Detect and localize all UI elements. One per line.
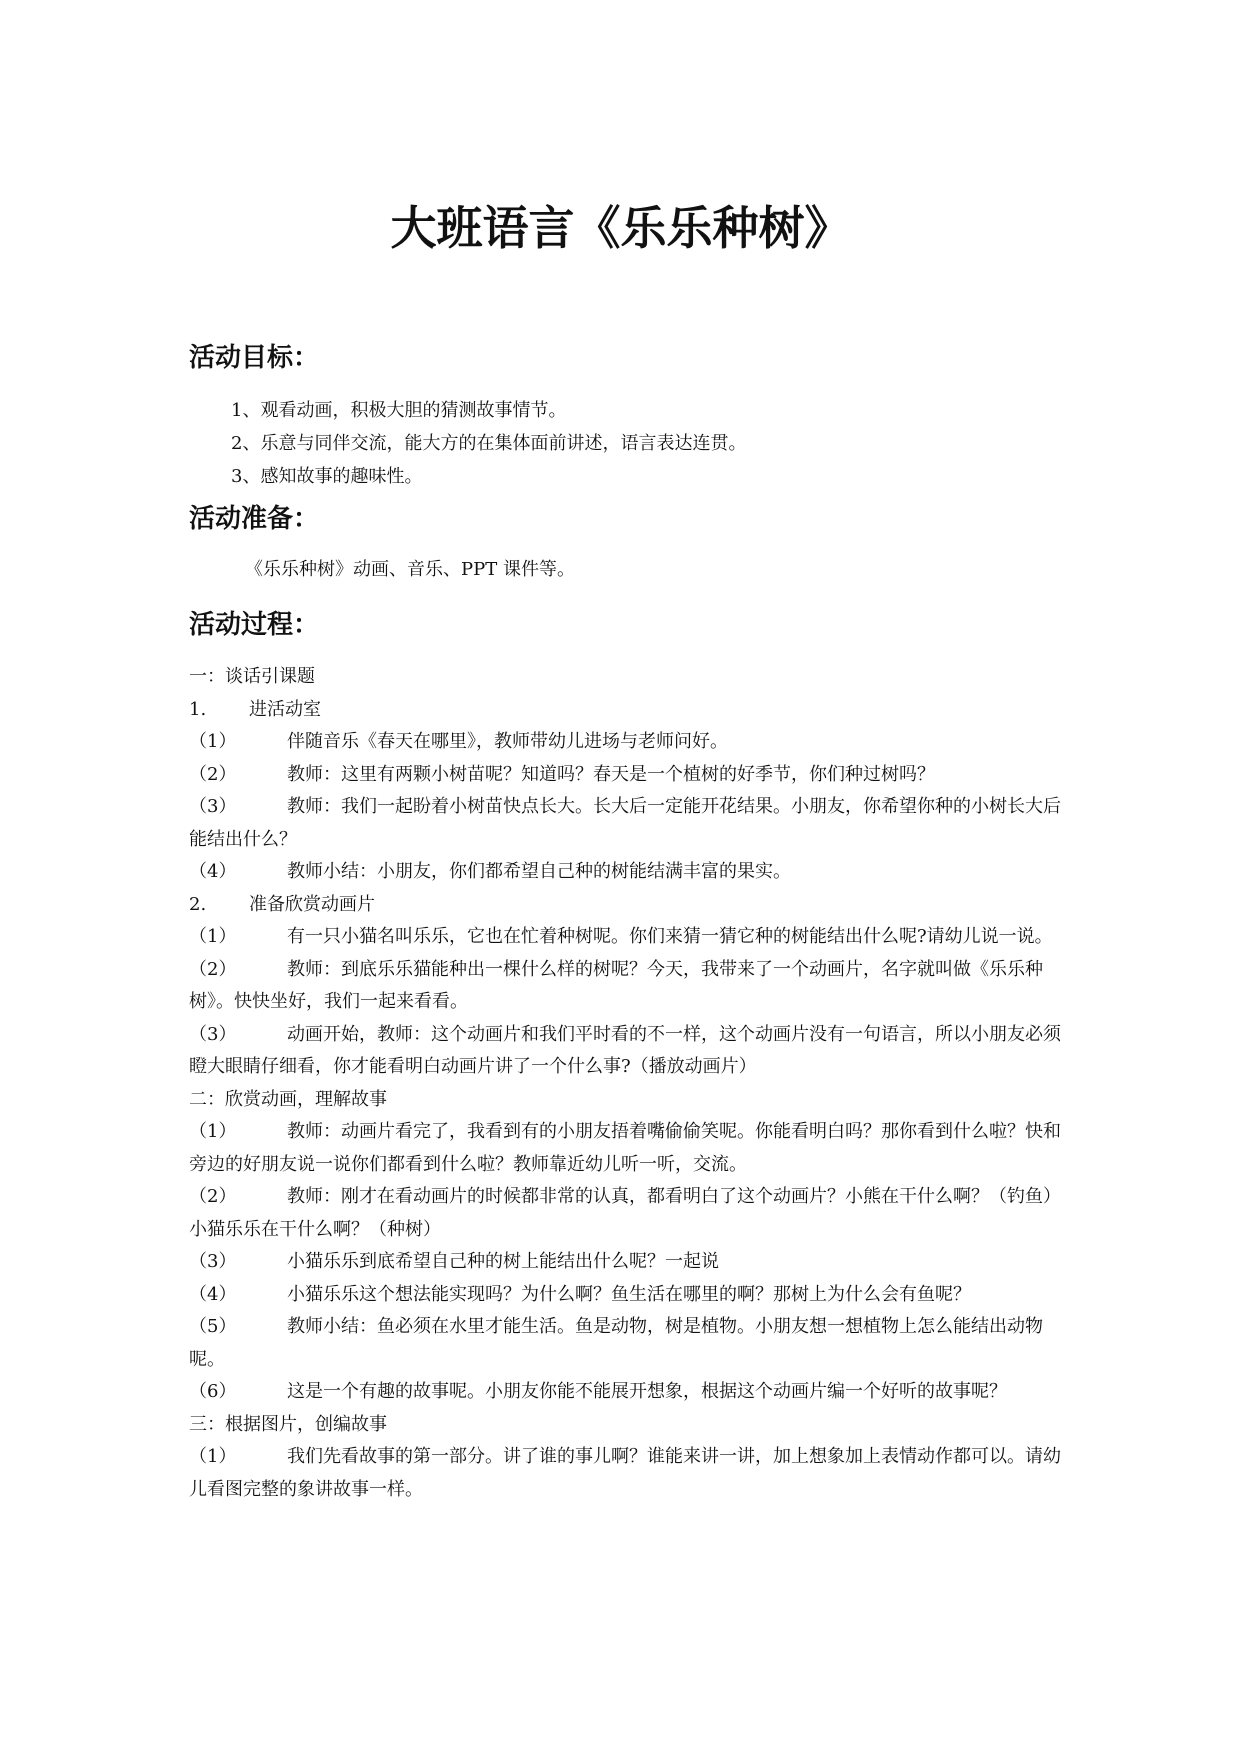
goal-item: 2、乐意与同伴交流，能大方的在集体面前讲述，语言表达连贯。 — [231, 433, 747, 454]
item-marker: （1） — [189, 1121, 237, 1142]
process-item — [189, 1376, 1067, 1409]
item-text: 教师：到底乐乐猫能种出一棵什么样的树呢？今天，我带来了一个动画片，名字就叫做《乐乐种树》。快快坐好，我们一起来看看。 — [189, 958, 1043, 1012]
item-marker: （5） — [189, 1316, 237, 1337]
item-text: 教师：这里有两颗小树苗呢？知道吗？春天是一个植树的好季节，你们种过树吗？ — [287, 763, 935, 785]
process-item — [189, 1279, 1067, 1312]
item-marker: （1） — [189, 1446, 237, 1467]
process-item — [189, 791, 1067, 856]
item-marker: （3） — [189, 1023, 237, 1045]
process-item — [189, 1181, 1067, 1246]
item-marker: （2） — [189, 1186, 237, 1207]
item-marker: （1） — [189, 731, 237, 752]
goals-list — [189, 394, 1067, 493]
process-subheading — [189, 1409, 1067, 1442]
process-item — [189, 1246, 1067, 1279]
document-title: 大班语言《乐乐种树》 — [390, 201, 851, 255]
item-text: 教师：动画片看完了，我看到有的小朋友捂着嘴偷偷笑呢。你能看明白吗？那你看到什么啦？快和旁边的好朋友说一说你们都看到什么啦？教师靠近幼儿听一听，交流。 — [189, 1121, 1061, 1175]
process-item — [189, 856, 1067, 889]
item-text: 二：欣赏动画，理解故事 — [189, 1088, 387, 1110]
process-item — [189, 1311, 1067, 1376]
item-text: 进活动室 — [249, 698, 321, 720]
process-list — [189, 661, 1067, 1506]
item-marker: （3） — [189, 1251, 237, 1272]
document-body — [189, 340, 1067, 1506]
item-text: 小猫乐乐到底希望自己种的树上能结出什么呢？一起说 — [287, 1251, 719, 1272]
item-text: 我们先看故事的第一部分。讲了谁的事儿啊？谁能来讲一讲，加上想象加上表情动作都可以。请幼儿看图完整的象讲故事一样。 — [189, 1446, 1061, 1500]
process-item — [189, 889, 1067, 922]
item-text: 有一只小猫名叫乐乐，它也在忙着种树呢。你们来猜一猜它种的树能结出什么呢?请幼儿说一说。 — [287, 926, 1053, 947]
item-marker: 1. — [189, 698, 207, 720]
item-marker: （4） — [189, 861, 237, 882]
process-subheading — [189, 661, 1067, 694]
goal-item: 3、感知故事的趣味性。 — [231, 466, 423, 487]
item-text: 这是一个有趣的故事呢。小朋友你能不能展开想象，根据这个动画片编一个好听的故事呢？ — [287, 1381, 1007, 1402]
goals-heading: 活动目标： — [189, 343, 320, 373]
item-text: 三：根据图片，创编故事 — [189, 1413, 387, 1435]
item-text: 伴随音乐《春天在哪里》，教师带幼儿进场与老师问好。 — [287, 731, 728, 752]
item-marker: （4） — [189, 1283, 237, 1305]
goal-item: 1、观看动画，积极大胆的猜测故事情节。 — [231, 400, 567, 421]
process-heading: 活动过程： — [189, 610, 320, 640]
item-text: 小猫乐乐这个想法能实现吗？为什么啊？鱼生活在哪里的啊？那树上为什么会有鱼呢？ — [287, 1283, 971, 1305]
process-item — [189, 1116, 1067, 1181]
process-item — [189, 954, 1067, 1019]
item-text: 教师小结：鱼必须在水里才能生活。鱼是动物，树是植物。小朋友想一想植物上怎么能结出动物呢。 — [189, 1316, 1043, 1370]
item-marker: （2） — [189, 958, 237, 980]
item-text: 动画开始，教师：这个动画片和我们平时看的不一样，这个动画片没有一句语言，所以小朋友必须瞪大眼睛仔细看，你才能看明白动画片讲了一个什么事?（播放动画片） — [189, 1023, 1061, 1077]
item-text: 教师小结：小朋友，你们都希望自己种的树能结满丰富的果实。 — [287, 861, 791, 882]
item-marker: 2. — [189, 893, 207, 915]
item-text: 教师：刚才在看动画片的时候都非常的认真，都看明白了这个动画片？小熊在干什么啊？（钓鱼）小猫乐乐在干什么啊？（种树） — [189, 1186, 1061, 1240]
item-text: 一：谈话引课题 — [189, 666, 315, 687]
process-item — [189, 1441, 1067, 1506]
process-subheading — [189, 1084, 1067, 1117]
item-marker: （3） — [189, 796, 237, 817]
process-item — [189, 694, 1067, 727]
item-text: 教师：我们一起盼着小树苗快点长大。长大后一定能开花结果。小朋友，你希望你种的小树长大后能结出什么？ — [189, 796, 1061, 850]
process-item — [189, 726, 1067, 759]
item-text: 准备欣赏动画片 — [249, 893, 375, 915]
item-marker: （2） — [189, 763, 237, 785]
item-marker: （1） — [189, 926, 237, 947]
process-item — [189, 759, 1067, 792]
prep-text: 《乐乐种树》动画、音乐、PPT 课件等。 — [245, 559, 575, 580]
process-item — [189, 1019, 1067, 1084]
item-marker: （6） — [189, 1381, 237, 1402]
process-item — [189, 921, 1067, 954]
prep-heading: 活动准备： — [189, 504, 320, 534]
